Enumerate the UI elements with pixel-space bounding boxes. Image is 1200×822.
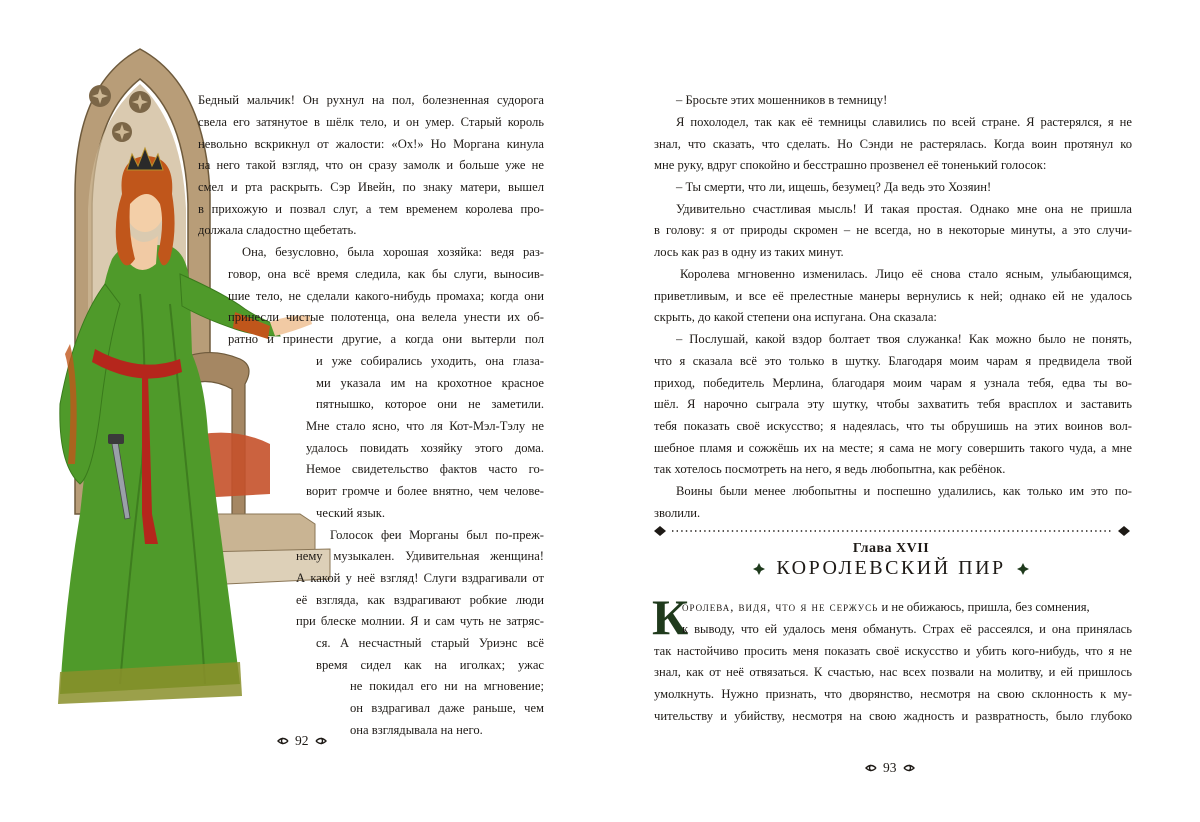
fleuron-left-icon [865, 762, 877, 774]
right-line-18: так хотелось посмотреть на него, я ведь любопытна, как ребёнок. [654, 462, 1006, 476]
right-line-2: Я похолодел, так как её темницы славились по всей стране. Я растерялся, я не [676, 115, 1132, 129]
right-page-number [865, 760, 915, 776]
left-line-21: Голосок феи Морганы был по-преж- [330, 528, 544, 542]
left-line-25: при блеске молнии. Я и сам чуть не затряс- [296, 614, 544, 628]
left-line-5: смел и рта раскрыть. Сэр Ивейн, по знаку матери, вышел [198, 180, 544, 194]
chapter-title: КОРОЛЕВСКИЙ ПИР [776, 557, 1006, 579]
fleuron-right-icon [903, 762, 915, 774]
left-line-15: пятнышко, которое они не заметили. [316, 397, 544, 411]
right-line-16: тебя показать своё искусство; я надеялась, что ты обрушишь на этих воинов вол- [654, 419, 1132, 433]
page-number-93: 93 [883, 760, 897, 775]
left-line-4: на него такой взгляд, что он сразу замолк и больше уже не [198, 158, 544, 172]
chapter-ornament-left-icon [752, 562, 766, 576]
left-line-24: её взгляда, как вздрагивают робкие люди [296, 593, 544, 607]
left-line-17: удалось повидать хозяйку этого дома. [306, 441, 544, 455]
right-line-3: знал, что сказать, что сделать. Но Сэнди не растерялась. Когда воин протянул ко [654, 137, 1132, 151]
right-line-14: приход, победитель Мерлина, благодаря моим чарам я узнала тебя, едва ты во- [654, 376, 1132, 390]
right-line-15: шёл. Я нарочно сыграла эту шутку, чтобы захватить тебя врасплох и заставить [654, 397, 1132, 411]
left-line-23: А какой у неё взгляд! Слуги вздрагивали от [296, 571, 544, 585]
right-line-9: Королева мгновенно изменилась. Лицо её снова стало ясным, улыбающимся, [680, 267, 1132, 281]
chapter-ornament-right-icon [1016, 562, 1030, 576]
left-line-18: Немое свидетельство фактов часто го- [306, 462, 544, 476]
right-line-11: скрыть, до какой степени она испугана. Она сказала: [654, 310, 937, 324]
right-line-5: – Ты смерти, что ли, ищешь, безумец? Да ведь это Хозяин! [676, 180, 992, 194]
left-page-number [277, 733, 327, 749]
right-line-13: что я сказала всё это только в шутку. Благодаря моим чарам я предвидела твой [654, 354, 1132, 368]
left-line-22: нему музыкален. Удивительная женщина! [296, 549, 544, 563]
left-line-26: ся. А несчастный старый Уриэнс всё [316, 636, 544, 650]
left-line-28: не покидал его ни на мгновение; [350, 679, 544, 693]
chapter-line-3: так настойчиво просить меня показать своё искусство и убить кого-нибудь, что я не [654, 644, 1132, 658]
page-number-92: 92 [295, 733, 309, 748]
chapter-opening-rest: и не обижаюсь, пришла, без сомнения, [878, 600, 1090, 614]
chapter-opening-smallcaps: оролева, видя, что я не сержусь [682, 600, 879, 614]
right-line-20: зволили. [654, 506, 701, 520]
left-line-30: она взглядывала на него. [350, 723, 483, 737]
chapter-line-6: чительству и убийству, несмотря на свою жадность и развратность, было глубоко [654, 709, 1132, 723]
left-line-19: ворит громче и более внятно, чем челове- [306, 484, 544, 498]
left-line-11: принесли чистые полотенца, она велела унести их об- [228, 310, 544, 324]
left-line-1: Бедный мальчик! Он рухнул на пол, болезненная судорога [198, 93, 544, 107]
chapter-line-2: к выводу, что ей удалось меня обмануть. Страх её рассеялся, и она принялась [682, 622, 1132, 636]
left-line-8: Она, безусловно, была хорошая хозяйка: ведя раз- [242, 245, 544, 259]
chapter-line-4: знал, как от неё отвязаться. К счастью, нас всех позвали на молитву, и ей пришлось [654, 665, 1132, 679]
left-line-6: в прихожую и позвал слуг, а тем временем королева про- [198, 202, 544, 216]
chapter-line-5: умолкнуть. Нужно признать, что дворянство, несмотря на свою склонность к му- [654, 687, 1132, 701]
left-line-13: и уже собирались уходить, она глаза- [316, 354, 544, 368]
chapter-divider-ornament [652, 524, 1132, 538]
right-line-6: Удивительно счастливая мысль! И такая простая. Однако мне она не пришла [676, 202, 1132, 216]
right-line-4: мне руку, вдруг спокойно и бесстрашно прозвенел её тоненький голосок: [654, 158, 1047, 172]
right-line-10: приветливым, и все её прелестные манеры вернулись к ней; однако ей не удалось [654, 289, 1132, 303]
right-line-8: лось как раз в одну из таких минут. [654, 245, 844, 259]
left-line-2: свела его затянутое в шёлк тело, и он умер. Старый король [198, 115, 544, 129]
left-line-14: ми указала им на крохотное красное [316, 376, 544, 390]
left-line-7: должала сладостно щебетать. [198, 223, 357, 237]
chapter-label: Глава XVII [852, 541, 930, 556]
left-line-20: ческий язык. [316, 506, 386, 520]
chapter-first-line [682, 597, 1132, 619]
left-line-12: ратно и принести другие, а когда они вытерли пол [228, 332, 544, 346]
left-line-27: время сидел как на иголках; ужас [316, 658, 544, 672]
left-line-16: Мне стало ясно, что ля Кот-Мэл-Тэлу не [306, 419, 544, 433]
drop-cap-letter: К [652, 589, 689, 645]
fleuron-right-icon [315, 735, 327, 747]
left-line-10: шие тело, не сделали какого-нибудь промаха; когда они [228, 289, 544, 303]
right-line-19: Воины были менее любопытны и поспешно удалились, как только им это по- [676, 484, 1132, 498]
left-line-9: говор, она всё время следила, как бы слуги, выносив- [228, 267, 544, 281]
right-line-7: в голову: я от природы скромен – не всегда, но в некоторые минуты, а это случи- [654, 223, 1132, 237]
left-line-3: невольно вскрикнул от жалости: «Ох!» Но Моргана кинула [198, 137, 544, 151]
fleuron-left-icon [277, 735, 289, 747]
right-line-12: – Послушай, какой вздор болтает твоя служанка! Как можно было не понять, [676, 332, 1132, 346]
right-line-1: – Бросьте этих мошенников в темницу! [676, 93, 888, 107]
left-line-29: он вздрагивал даже раньше, чем [350, 701, 544, 715]
right-line-17: шебное пламя и сожжёшь их на месте; я сама не могу совершить такого чуда, а мне [654, 441, 1132, 455]
chapter-heading [650, 557, 1132, 580]
